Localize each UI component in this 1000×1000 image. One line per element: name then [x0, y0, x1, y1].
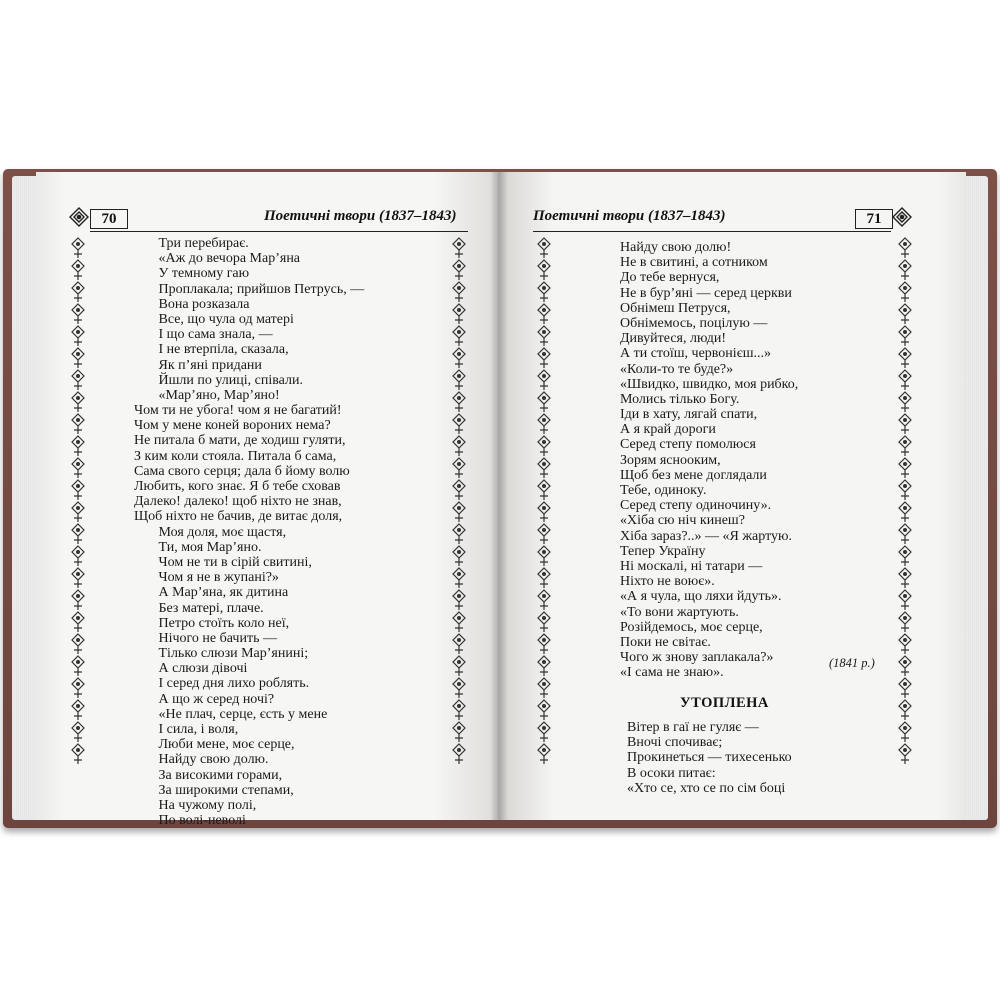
poem-line: Найду свою долю. [134, 752, 269, 768]
poem-line: За високими горами, [134, 767, 283, 783]
poem-line: За широкими степами, [134, 782, 294, 798]
poem-line: Розійдемось, моє серце, [620, 619, 763, 635]
poem-line: Вночі спочиває; [627, 735, 723, 751]
poem-line: Найду свою долю! [620, 240, 732, 255]
running-title: Поетичні твори (1837–1843) [533, 208, 726, 224]
book-gutter [490, 172, 508, 820]
poem-line: Серед степу одиночину». [620, 498, 772, 514]
poem-line: А слюзи дівочі [134, 661, 248, 677]
poem-line: Сама свого серця; дала б йому волю [134, 463, 350, 479]
poem-line: Чом не ти в сірій свитині, [134, 554, 312, 570]
poem-line: «Коли-то те буде?» [620, 361, 734, 377]
poem-line: Обнімеш Петруся, [620, 300, 731, 316]
poem-line: Далеко! далеко! щоб ніхто не знав, [134, 494, 342, 510]
poem-line: «Швидко, швидко, моя рибко, [620, 376, 799, 392]
left-page-outer-ornament [70, 236, 86, 784]
poem-line: «Аж до вечора Мар’яна [134, 251, 301, 267]
header-rule [533, 231, 891, 232]
poem-line: «Хто се, хто се по сім боці [627, 780, 786, 796]
right-page-inner-ornament [536, 236, 552, 784]
poem-line: Любить, кого знає. Я б тебе сховав [134, 479, 341, 494]
poem-line: Іди в хату, лягай спати, [620, 407, 758, 423]
page-number: 70 [101, 211, 117, 227]
poem-line: Обнімемось, поцілую — [620, 315, 768, 331]
poem-line: У темному гаю [134, 266, 250, 282]
poem-line: «І сама не знаю». [620, 665, 724, 681]
poem-line: І серед дня лихо роблять. [134, 676, 310, 692]
header-rule [90, 231, 468, 232]
celtic-knot-icon [68, 206, 90, 228]
poem-line: Нічого не бачить — [134, 630, 277, 646]
page-number-box [90, 209, 128, 229]
page-number-box [855, 209, 893, 229]
left-page-poem [134, 236, 364, 828]
poem-opening-lines [627, 720, 792, 796]
poem-line: Зорям яснооким, [620, 452, 721, 468]
ornament-border-icon [451, 236, 467, 784]
poem-line: Як п’яні придани [134, 357, 262, 373]
poem-line: І сила, і воля, [134, 722, 239, 737]
poem-line: Не в свитині, а сотником [620, 255, 768, 271]
date-note: (1841 р.) [829, 656, 875, 670]
poem-line: Чого ж знову заплакала?» [620, 650, 774, 666]
poem-title: УТОПЛЕНА [680, 695, 769, 711]
poem-line: Хіба зараз?..» — «Я жартую. [620, 528, 792, 544]
page-number: 71 [866, 211, 882, 227]
poem-line: Ти, моя Мар’яно. [134, 539, 262, 555]
poem-line: Серед степу помолюся [620, 437, 756, 453]
poem-line: На чужому полі, [134, 797, 257, 813]
right-page-outer-ornament [897, 236, 913, 784]
poem-line: А що ж серед ночі? [134, 691, 275, 707]
running-title: Поетичні твори (1837–1843) [264, 208, 457, 224]
poem-line: Не питала б мати, де ходиш гуляти, [134, 433, 346, 449]
poem-line: «Хіба сю ніч кинеш? [620, 513, 745, 529]
poem-line: Вітер в гаї не гуляє — [627, 720, 759, 735]
poem-line: До тебе вернуся, [620, 270, 720, 286]
poem-line: Без матері, плаче. [134, 600, 264, 616]
poem-line: А я край дороги [620, 422, 716, 438]
poem-line: Три перебирає. [134, 236, 249, 251]
poem-line: Прокинеться — тихесенько [627, 750, 792, 766]
poem-line: І що сама знала, — [134, 327, 273, 343]
poem-line: З ким коли стояла. Питала б сама, [134, 448, 337, 464]
poem-line: Дивуйтеся, люди! [620, 331, 727, 347]
poem-line: Поки не світає. [620, 634, 711, 650]
poem-line: Тілько слюзи Мар’янині; [134, 646, 309, 662]
left-page-header [68, 206, 468, 232]
ornament-border-icon [536, 236, 552, 784]
poem-line: Чом ти не убога! чом я не багатий! [134, 403, 342, 419]
poem-line: Тепер Україну [620, 543, 706, 559]
poem-line: Ніхто не воює». [620, 574, 715, 590]
poem-line: Молись тілько Богу. [620, 391, 740, 407]
poem-line: Не в бур’яні — серед церкви [620, 285, 792, 301]
poem-line: В осоки питає: [627, 765, 716, 781]
poem-line: «То вони жартують. [620, 604, 739, 620]
poem-line: Чом у мене коней вороних нема? [134, 418, 331, 434]
poem-line: Вона розказала [134, 296, 250, 312]
poem-line: Люби мене, моє серце, [134, 737, 295, 753]
poem-line: Чом я не в жупані?» [134, 570, 279, 586]
ornament-border-icon [897, 236, 913, 784]
poem-line: Моя доля, моє щастя, [134, 524, 287, 540]
poem-line: Щоб без мене доглядали [620, 467, 767, 483]
poem-line: І не втерпіла, сказала, [134, 342, 289, 358]
left-page-edges [12, 176, 38, 820]
poem-line: А ти стоїш, червонієш...» [620, 346, 771, 362]
right-page-poem [620, 240, 798, 680]
left-page-inner-ornament [451, 236, 467, 784]
ornament-border-icon [70, 236, 86, 784]
poem-line: «А я чула, що ляхи йдуть». [620, 589, 782, 605]
poem-line: Йшли по улиці, співали. [134, 372, 303, 388]
poem-line: Все, що чула од матері [134, 311, 294, 327]
right-page-header [533, 206, 915, 232]
celtic-knot-icon [891, 206, 913, 228]
poem-line: А Мар’яна, як дитина [134, 585, 289, 601]
poem-line: «Не плач, серце, єсть у мене [134, 706, 328, 722]
poem-line: По волі-неволі [134, 813, 246, 829]
poem-line: Ні москалі, ні татари — [620, 558, 763, 574]
poem-line: Петро стоїть коло неї, [134, 615, 290, 631]
poem-line: «Мар’яно, Мар’яно! [134, 387, 280, 403]
poem-line: Проплакала; прийшов Петрусь, — [134, 281, 365, 297]
poem-line: Щоб ніхто не бачив, де витає доля, [134, 509, 343, 525]
poem-line: Тебе, одинокy. [620, 483, 707, 498]
